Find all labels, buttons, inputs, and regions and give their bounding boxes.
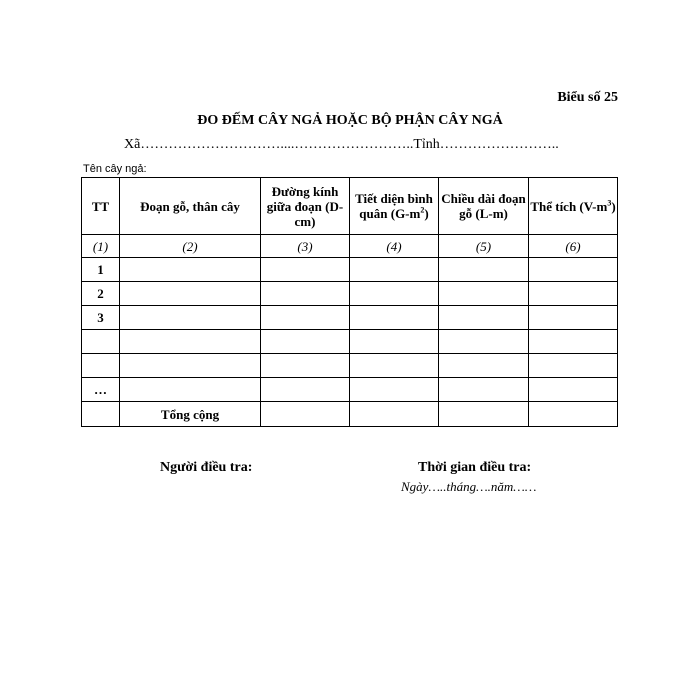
cross-section-cell[interactable] <box>350 282 439 306</box>
index-cell: (4) <box>350 235 439 258</box>
total-label: Tổng cộng <box>120 402 261 427</box>
length-cell[interactable] <box>439 282 529 306</box>
header-cross-section-text: Tiết diện bình quân (G-m <box>355 191 433 221</box>
table-row <box>82 330 618 354</box>
length-cell[interactable] <box>439 354 529 378</box>
survey-time-label: Thời gian điều tra: <box>418 460 532 475</box>
header-tt: TT <box>82 178 120 235</box>
diameter-cell[interactable] <box>261 330 350 354</box>
segment-cell[interactable] <box>120 258 261 282</box>
segment-cell[interactable] <box>120 354 261 378</box>
table-row <box>82 258 618 282</box>
segment-cell[interactable] <box>120 306 261 330</box>
cross-section-cell[interactable] <box>350 354 439 378</box>
segment-cell[interactable] <box>120 378 261 402</box>
cross-section-cell[interactable] <box>350 330 439 354</box>
total-tt-cell <box>82 402 120 427</box>
row-number: … <box>82 378 120 402</box>
index-cell: (2) <box>120 235 261 258</box>
volume-cell[interactable] <box>529 330 618 354</box>
header-row <box>82 178 618 235</box>
table-row <box>82 282 618 306</box>
tree-name-label: Tên cây ngả: <box>83 163 147 175</box>
length-cell[interactable] <box>439 378 529 402</box>
index-cell: (1) <box>82 235 120 258</box>
surveyor-label: Người điều tra: <box>160 460 253 475</box>
header-volume-sup: 3 <box>607 198 612 208</box>
length-cell[interactable] <box>439 258 529 282</box>
index-row <box>82 235 618 258</box>
form-title: ĐO ĐẾM CÂY NGẢ HOẶC BỘ PHẬN CÂY NGẢ <box>197 113 503 128</box>
cross-section-cell[interactable] <box>350 306 439 330</box>
total-diameter-cell[interactable] <box>261 402 350 427</box>
diameter-cell[interactable] <box>261 306 350 330</box>
total-length-cell[interactable] <box>439 402 529 427</box>
row-number <box>82 330 120 354</box>
row-number: 2 <box>82 282 120 306</box>
header-volume-text: Thể tích (V-m <box>530 198 608 214</box>
table-row <box>82 354 618 378</box>
total-cross-section-cell[interactable] <box>350 402 439 427</box>
index-cell: (3) <box>261 235 350 258</box>
row-number: 3 <box>82 306 120 330</box>
volume-cell[interactable] <box>529 354 618 378</box>
segment-cell[interactable] <box>120 282 261 306</box>
date-line: Ngày…..tháng….năm…… <box>401 479 537 494</box>
length-cell[interactable] <box>439 330 529 354</box>
row-number <box>82 354 120 378</box>
volume-cell[interactable] <box>529 258 618 282</box>
survey-table <box>81 177 618 427</box>
row-number: 1 <box>82 258 120 282</box>
cross-section-cell[interactable] <box>350 378 439 402</box>
total-volume-cell[interactable] <box>529 402 618 427</box>
location-line: Xã…………………………....……………………..Tỉnh…………………….. <box>124 137 559 152</box>
form-code: Biểu số 25 <box>557 90 618 105</box>
index-cell: (6) <box>529 235 618 258</box>
volume-cell[interactable] <box>529 282 618 306</box>
header-diameter: Đường kính giữa đoạn (D-cm) <box>261 178 350 235</box>
volume-cell[interactable] <box>529 306 618 330</box>
table-row <box>82 306 618 330</box>
table-row <box>82 378 618 402</box>
length-cell[interactable] <box>439 306 529 330</box>
volume-cell[interactable] <box>529 378 618 402</box>
diameter-cell[interactable] <box>261 378 350 402</box>
diameter-cell[interactable] <box>261 354 350 378</box>
segment-cell[interactable] <box>120 330 261 354</box>
diameter-cell[interactable] <box>261 258 350 282</box>
total-row <box>82 402 618 427</box>
cross-section-cell[interactable] <box>350 258 439 282</box>
header-cross-section: Tiết diện bình quân $(G-m^2)$ <box>350 178 439 235</box>
header-segment: Đoạn gỗ, thân cây <box>120 178 261 235</box>
header-cross-section-sup: 2 <box>420 205 425 215</box>
header-length: Chiều dài đoạn gỗ (L-m) <box>439 178 529 235</box>
header-volume: Thể tích $(V-m^3)$ <box>529 178 618 235</box>
index-cell: (5) <box>439 235 529 258</box>
diameter-cell[interactable] <box>261 282 350 306</box>
